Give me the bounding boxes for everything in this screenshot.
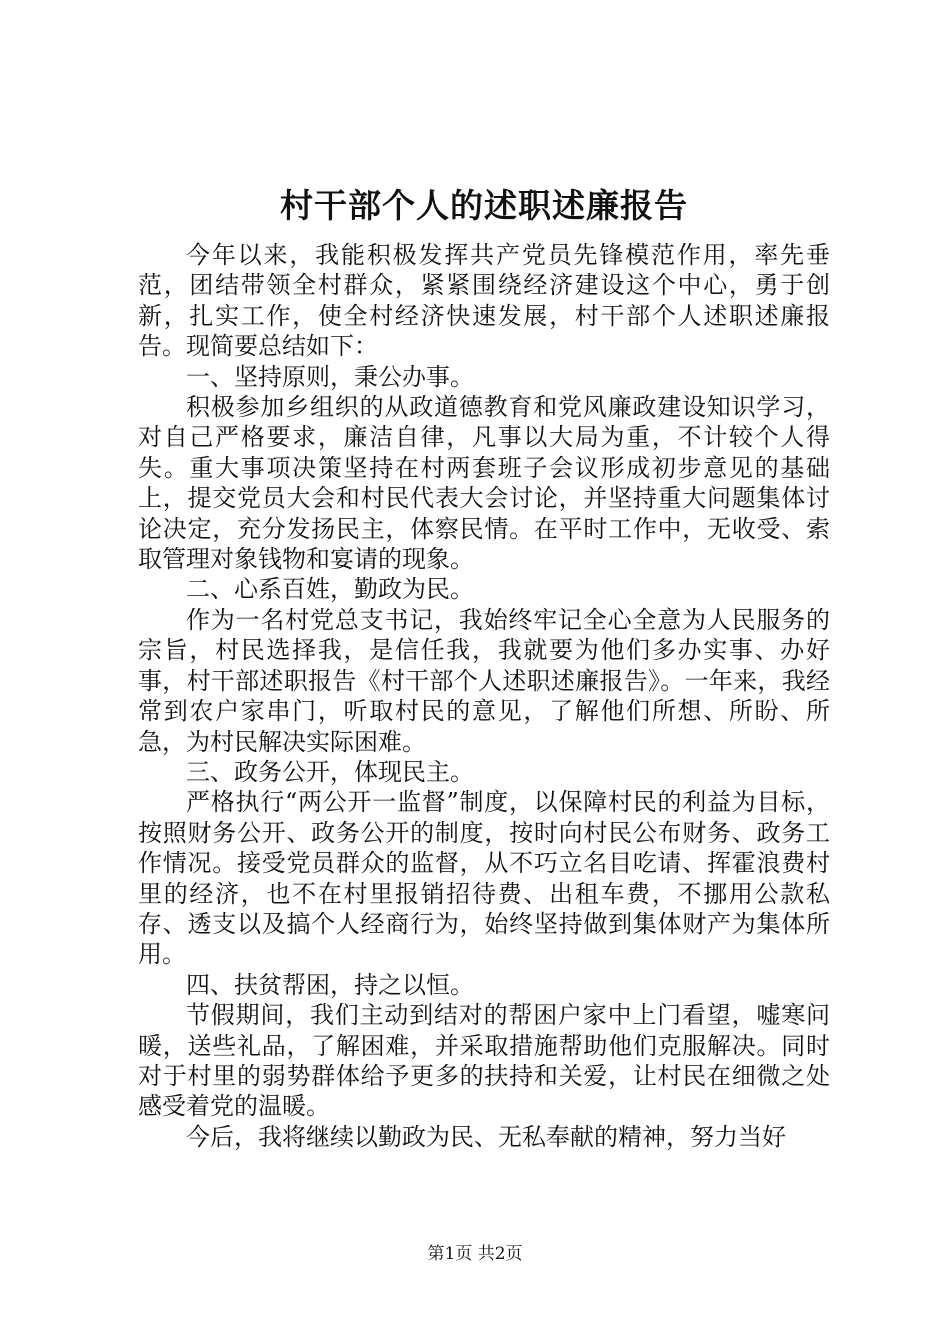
document-page [138, 180, 830, 1152]
paragraph: 积极参加乡组织的从政道德教育和党风廉政建设知识学习，对自己严格要求，廉洁自律，凡事以大局为重，不计较个人得失。重大事项决策坚持在村两套班子会议形成初步意见的基础上，提交党员大会和村民代表大会讨论，并坚持重大问题集体讨论决定，充分发扬民主，体察民情。在平时工作中，无收受、索取管理对象钱物和宴请的现象。 [138, 393, 830, 574]
document-title: 村干部个人的述职述廉报告 [280, 186, 688, 225]
section-heading: 二、心系百姓，勤政为民。 [186, 575, 474, 604]
page-footer: 第1页 共2页 [427, 1244, 523, 1264]
paragraph: 今年以来，我能积极发挥共产党员先锋模范作用，率先垂范，团结带领全村群众，紧紧围绕经济建设这个中心，勇于创新，扎实工作，使全村经济快速发展，村干部个人述职述廉报告。现简要总结如下： [138, 241, 830, 361]
section-heading: 四、扶贫帮困，持之以恒。 [186, 970, 474, 999]
section-heading: 三、政务公开，体现民主。 [186, 757, 474, 786]
paragraph: 严格执行“两公开一监督”制度，以保障村民的利益为目标，按照财务公开、政务公开的制度，按时向村民公布财务、政务工作情况。接受党员群众的监督，从不巧立名目吃请、挥霍浪费村里的经济，也不在村里报销招待费、出租车费，不挪用公款私存、透支以及搞个人经商行为，始终坚持做到集体财产为集体所用。 [138, 788, 830, 969]
section-heading: 一、坚持原则，秉公办事。 [186, 362, 474, 391]
paragraph: 作为一名村党总支书记，我始终牢记全心全意为人民服务的宗旨，村民选择我，是信任我，我就要为他们多办实事、办好事，村干部述职报告《村干部个人述职述廉报告》。一年来，我经常到农户家串门，听取村民的意见，了解他们所想、所盼、所急，为村民解决实际困难。 [138, 605, 830, 756]
paragraph: 节假期间，我们主动到结对的帮困户家中上门看望，嘘寒问暖，送些礼品，了解困难，并采取措施帮助他们克服解决。同时对于村里的弱势群体给予更多的扶持和关爱，让村民在细微之处感受着党的温暖。 [138, 1001, 830, 1121]
paragraph: 今后，我将继续以勤政为民、无私奉献的精神，努力当好 [186, 1122, 786, 1151]
